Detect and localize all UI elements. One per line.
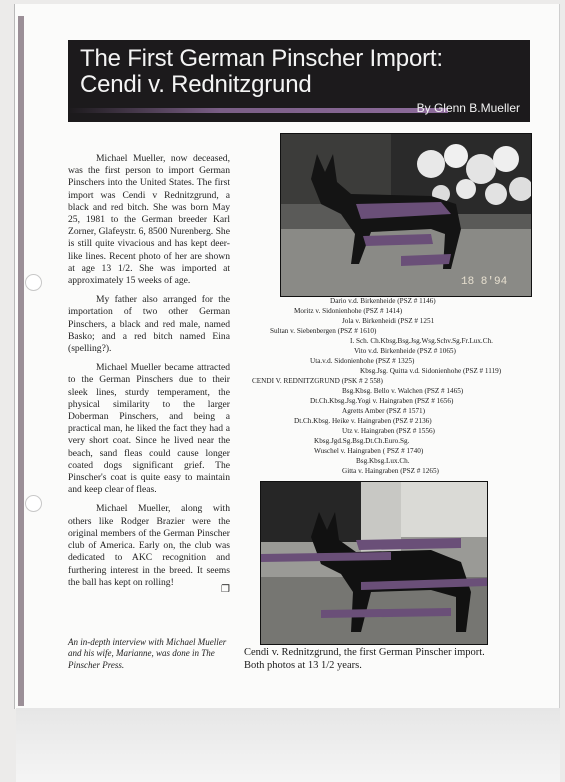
title-accent-line: [68, 108, 448, 113]
dog-photo-top-image: [281, 134, 531, 296]
pedigree-entry: Jola v. Birkenheidi (PSZ # 1251: [342, 317, 435, 325]
title-line-1: The First German Pinscher Import:: [80, 45, 443, 72]
pedigree-entry-subject: CENDI V. REDNITZGRUND (PSK # 2 558): [252, 377, 383, 385]
pedigree-entry: Agretts Amber (PSZ # 1571): [342, 407, 426, 415]
pedigree-entry: Kbsg.Jsg. Quitta v.d. Sidonienhohe (PSZ # 1119): [360, 367, 502, 375]
pedigree-entry: I. Sch. Ch.Kbsg.Bsg.Jsg.Wsg.Schv.Sg.Fr.Lux.Ch.: [350, 337, 493, 345]
pedigree-entry: Dt.Ch.Kbsg.Jsg.Yogi v. Haingraben (PSZ # 1656): [310, 397, 454, 405]
article-title: [80, 46, 443, 98]
title-line-2: Cendi v. Rednitzgrund: [80, 71, 312, 98]
pedigree-entry: Gitta v. Haingraben (PSZ # 1265): [342, 467, 439, 475]
byline: By Glenn B.Mueller: [416, 101, 520, 115]
end-mark-icon: ❐: [221, 583, 230, 595]
body-paragraph: My father also arranged for the importation of two other German Pinschers, a black and red male, named Basko; and a red bitch named Eina (spelling?).: [68, 294, 230, 355]
pedigree-entry: Uta.v.d. Sidonienhohe (PSZ # 1325): [310, 357, 415, 365]
pedigree-entry: Kbsg.Jgd.Sg.Bsg.Dt.Ch.Euro.Sg.: [314, 437, 410, 445]
footnote: An in-depth interview with Michael Mueller and his wife, Marianne, was done in The Pinscher Press.: [68, 637, 227, 670]
punch-hole: [25, 274, 42, 291]
pedigree-entry: Dario v.d. Birkenheide (PSZ # 1146): [330, 297, 436, 305]
dog-photo-top: [280, 133, 532, 297]
pedigree-entry: Dt.Ch.Kbsg. Heike v. Haingraben (PSZ # 2136): [294, 417, 432, 425]
pedigree-entry: Vito v.d. Birkenheide (PSZ # 1065): [354, 347, 456, 355]
article-body: [68, 153, 230, 596]
punch-hole: [25, 495, 42, 512]
page-edge-shadow: [18, 16, 24, 706]
page-bottom-area: [16, 708, 560, 782]
pedigree-entry: Bsg.Kbsg. Bello v. Walchen (PSZ # 1465): [342, 387, 464, 395]
photo-date-stamp: 18 8'94: [461, 276, 508, 288]
dog-photo-bottom-image: [261, 482, 487, 644]
pedigree-entry: Wuschel v. Haingraben ( PSZ # 1740): [314, 447, 424, 455]
body-paragraph: Michael Mueller, now deceased, was the first person to import German Pinschers into the United States. The first import was Cendi v Rednitzgrund, a black and red bitch. She was born May 25, 1981 to the German breeder Karl Zorner, Glafeystr. 6, 8500 Nurenberg. She is still quite vivacious and has kept deer-like lines. Recent photo of her are shown at age 13 1/2. She was imported at approximately 15 weeks of age.: [68, 153, 230, 287]
body-paragraph: Michael Mueller became attracted to the German Pinschers due to their sleek lines, sturdy temperament, the physical similarity to the larger Doberman Pinschers, and being a practical man, he liked the fact they had a very short coat. Since he lived near the beach, sand fleas could cause longer coated dogs significant grief. The Pinscher's coat is quite easy to maintain and keep clear of fleas.: [68, 362, 230, 496]
article-header: [68, 40, 530, 122]
pedigree-entry: Moritz v. Sidonienhohe (PSZ # 1414): [294, 307, 403, 315]
body-paragraph: Michael Mueller, along with others like Rodger Brazier were the original members of the German Pinscher club of America. Early on, the club was dedicated to AKC recognition and furthering interest in the breed. It seems the ball has kept on rolling!: [68, 503, 230, 588]
pedigree-entry: Utz v. Haingraben (PSZ # 1556): [342, 427, 435, 435]
photo-caption: Cendi v. Rednitzgrund, the first German Pinscher import. Both photos at 13 1/2 years.: [244, 647, 485, 671]
pedigree-entry: Sultan v. Siebenbergen (PSZ # 1610): [270, 327, 377, 335]
pedigree-entry: Bsg.Kbsg.Lux.Ch.: [356, 457, 410, 465]
dog-photo-bottom: [260, 481, 488, 645]
